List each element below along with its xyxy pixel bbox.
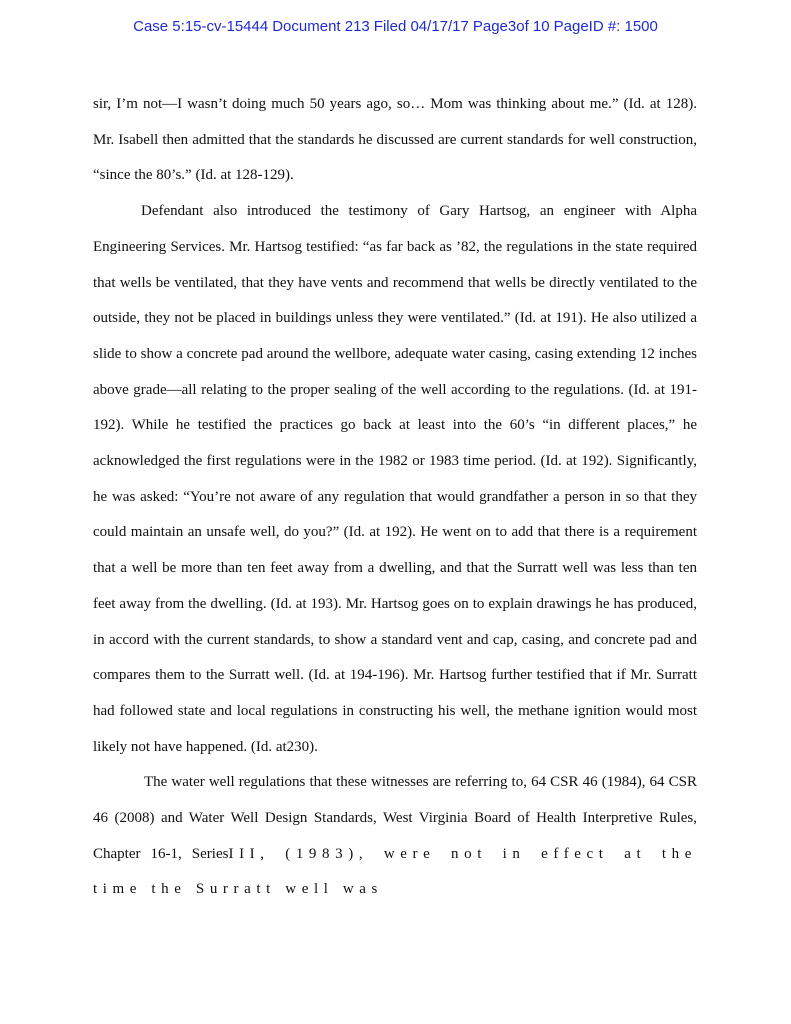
paragraph-3: [93, 765, 697, 908]
page-count: of 10: [516, 18, 550, 35]
paragraph-3-text: The water well regulations that these witnesses are referring to, 64 CSR 46 (1984), 64 CSR 46 (2008) and Water Well Design Standards, West Virginia Board of Health Interpretive Rules, Chapter 16-1, Series: [93, 774, 697, 862]
paragraph-2: Defendant also introduced the testimony of Gary Hartsog, an engineer with Alpha Engineering Services. Mr. Hartsog testified: “as far back as ’82, the regulations in the state required that wells be ventilated, that they have vents and recommend that wells be directly ventilated to the outside, they not be placed in buildings unless they were ventilated.” (Id. at 191). He also utilized a slide to show a concrete pad around the wellbore, adequate water casing, casing extending 12 inches above grade—all relating to the proper sealing of the well according to the regulations. (Id. at 191-192). While he testified the practices go back at least into the 60’s “in different places,” he acknowledged the first regulations were in the 1982 or 1983 time period. (Id. at 192). Significantly, he was asked: “You’re not aware of any regulation that would grandfather a person in so that they could maintain an unsafe well, do you?” (Id. at 192). He went on to add that there is a requirement that a well be more than ten feet away from a dwelling, and that the Surratt well was less than ten feet away from the dwelling. (Id. at 193). Mr. Hartsog goes on to explain drawings he has produced, in accord with the current standards, to show a standard vent and cap, casing, and concrete pad and compares them to the Surratt well. (Id. at 194-196). Mr. Hartsog further testified that if Mr. Surratt had followed state and local regulations in constructing his well, the methane ignition would most likely not have happened. (Id. at230).: [93, 203, 697, 755]
case-number: Case 5:15-cv-15444: [133, 18, 269, 35]
page-number: 3: [507, 18, 517, 35]
document-body: [93, 87, 697, 908]
filed-date: Filed 04/17/17: [373, 18, 469, 35]
paragraph-1: sir, I’m not—I wasn’t doing much 50 years ago, so… Mom was thinking about me.” (Id. at 128). Mr. Isabell then admitted that the standards he discussed are current standards for well construction, “since the 80’s.” (Id. at 128-129).: [93, 96, 697, 184]
page-prefix: Page: [472, 18, 508, 35]
page-id: PageID #: 1500: [553, 18, 658, 35]
document-header: [0, 16, 791, 38]
paragraph-3-spaced-tail: III, (1983), were not in effect at the time the Surratt well was: [93, 845, 697, 898]
document-number: Document 213: [272, 18, 370, 35]
